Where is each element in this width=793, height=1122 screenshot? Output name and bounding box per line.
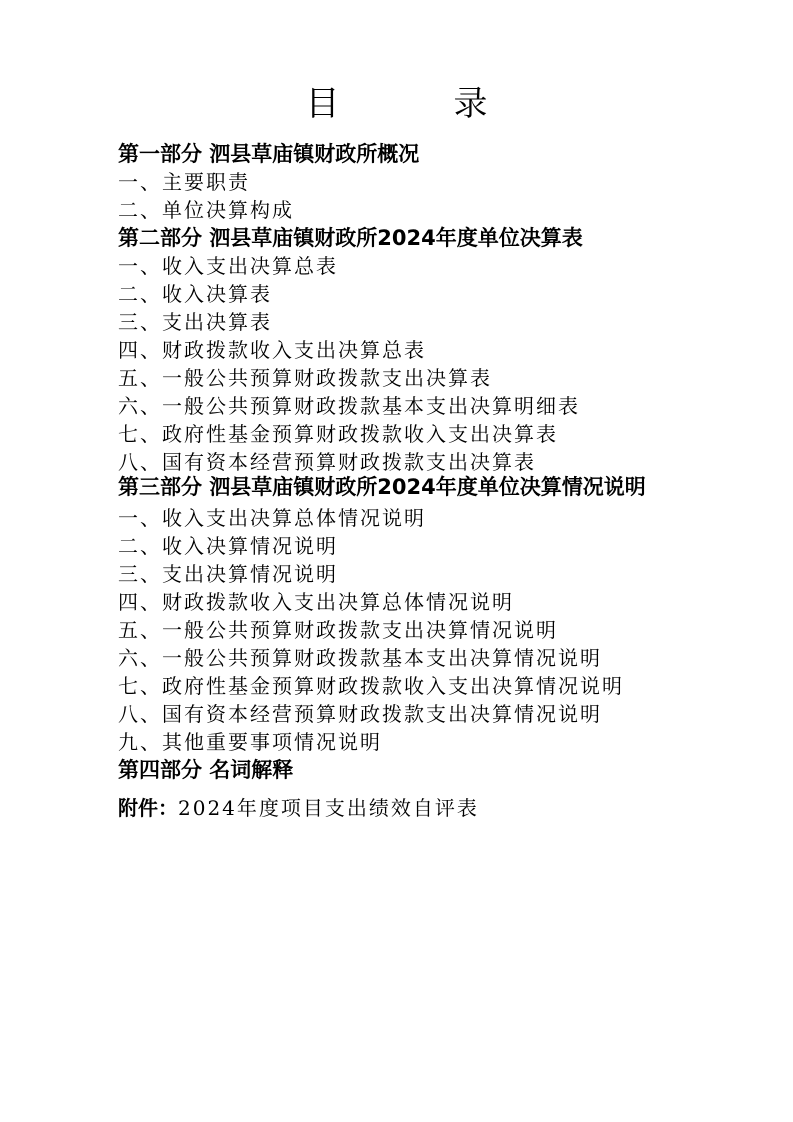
attachment-line <box>118 794 688 823</box>
toc-item: 九、其他重要事项情况说明 <box>118 730 382 754</box>
attachment-text: 2024年度项目支出绩效自评表 <box>178 796 479 820</box>
toc-item: 八、国有资本经营预算财政拨款支出决算情况说明 <box>118 702 602 726</box>
toc-item: 一、收入支出决算总表 <box>118 254 338 278</box>
toc-item: 八、国有资本经营预算财政拨款支出决算表 <box>118 450 536 474</box>
toc-item: 三、支出决算表 <box>118 310 272 334</box>
part-1-heading: 第一部分 泗县草庙镇财政所概况 <box>118 142 420 166</box>
part-2-heading: 第二部分 泗县草庙镇财政所2024年度单位决算表 <box>118 226 583 250</box>
toc-item: 一、主要职责 <box>118 170 250 194</box>
page-title: 目 录 <box>305 84 528 124</box>
toc-item: 五、一般公共预算财政拨款支出决算表 <box>118 366 492 390</box>
attachment-label: 附件： <box>118 796 178 820</box>
toc-item: 四、财政拨款收入支出决算总体情况说明 <box>118 590 514 614</box>
toc-item: 七、政府性基金预算财政拨款收入支出决算表 <box>118 422 558 446</box>
toc-item: 二、收入决算表 <box>118 282 272 306</box>
toc-item: 三、支出决算情况说明 <box>118 562 338 586</box>
toc-item: 二、单位决算构成 <box>118 198 294 222</box>
part-3-heading: 第三部分 泗县草庙镇财政所2024年度单位决算情况说明 <box>118 475 646 499</box>
toc-item: 二、收入决算情况说明 <box>118 534 338 558</box>
toc-item: 六、一般公共预算财政拨款基本支出决算情况说明 <box>118 646 602 670</box>
toc-item: 七、政府性基金预算财政拨款收入支出决算情况说明 <box>118 674 624 698</box>
part-4-heading: 第四部分 名词解释 <box>118 758 294 782</box>
toc-item: 五、一般公共预算财政拨款支出决算情况说明 <box>118 618 558 642</box>
toc-item: 四、财政拨款收入支出决算总表 <box>118 338 426 362</box>
toc-item: 六、一般公共预算财政拨款基本支出决算明细表 <box>118 394 580 418</box>
table-of-contents <box>118 140 688 843</box>
toc-item: 一、收入支出决算总体情况说明 <box>118 506 426 530</box>
